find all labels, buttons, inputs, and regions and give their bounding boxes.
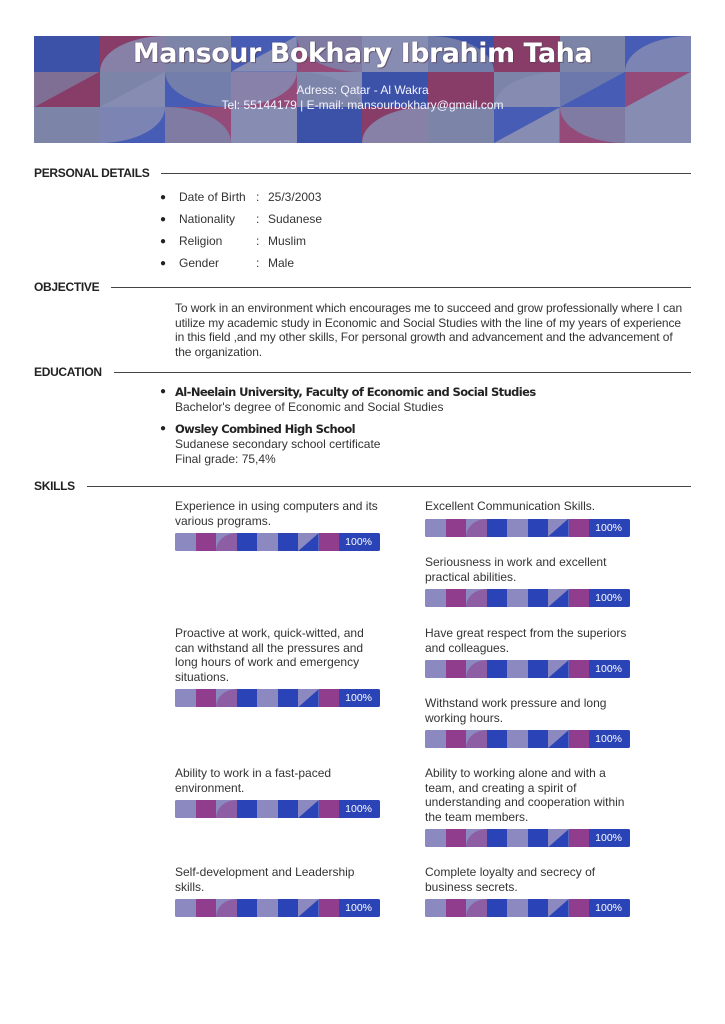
skill-bar-shape [466, 829, 487, 847]
skill-bar-segment [278, 689, 299, 707]
section-skills [34, 479, 691, 493]
skill-bar-segment [528, 829, 549, 847]
bullet-icon: ● [160, 191, 167, 203]
skill-bar-shape [278, 800, 299, 818]
personal-details-list [160, 186, 322, 274]
skill-level-bar [425, 899, 630, 917]
skill-bar-segment [528, 589, 549, 607]
skill-bar-shape [528, 730, 549, 748]
skill-text: Complete loyalty and secrecy of business secrets. [425, 865, 596, 894]
contact-line: Tel: 55144179 | E-mail: mansourbokhary@gmail.com [221, 98, 504, 112]
skill-bar-shape [278, 899, 299, 917]
bullet-icon: ● [160, 423, 167, 434]
bullet-icon: ● [160, 257, 167, 269]
skill-level-bar [425, 589, 630, 607]
skill-bar-shape [298, 899, 319, 917]
skill-item [175, 766, 380, 818]
skill-bar-shape [278, 533, 299, 551]
skill-text: Self-development and Leadership skills. [175, 865, 355, 894]
skill-bar-segment [446, 519, 467, 537]
skill-bar-segment [298, 689, 319, 707]
skill-item [425, 555, 630, 607]
section-divider [87, 486, 691, 487]
skill-level-label: 100% [345, 902, 372, 915]
skill-text: Excellent Communication Skills. [425, 499, 596, 513]
candidate-name: Mansour Bokhary Ibrahim Taha [132, 38, 593, 69]
skill-level-label: 100% [595, 832, 622, 845]
detail-item [160, 186, 322, 208]
skill-bar-segment [507, 519, 528, 537]
skill-item [425, 865, 630, 917]
skill-bar-segment [425, 730, 446, 748]
skill-bar-shape [216, 800, 237, 818]
section-divider [114, 372, 691, 373]
skill-bar-shape [216, 533, 237, 551]
section-objective [34, 280, 691, 294]
skill-bar-segment [425, 589, 446, 607]
skill-bar-segment [569, 660, 590, 678]
skill-bar-shape [548, 660, 569, 678]
objective-text: To work in an environment which encourages me to succeed and grow professionally where I can utilize my academic study in Economic and Social Studies with the line of my years of experience in this field ,and my other skills, For personal growth and advancement and the advancement of the organization. [175, 301, 683, 359]
skill-level-label: 100% [345, 536, 372, 549]
skill-bar-segment [257, 899, 278, 917]
skill-level-label: 100% [595, 592, 622, 605]
skill-bar-segment [487, 589, 508, 607]
skill-level-label: 100% [595, 663, 622, 676]
skill-bar-segment [548, 730, 569, 748]
skill-level-label: 100% [345, 692, 372, 705]
skill-bar-segment [487, 829, 508, 847]
skill-bar-segment [487, 899, 508, 917]
skill-bar-segment [569, 829, 590, 847]
skill-bar-segment [196, 689, 217, 707]
bullet-icon: ● [160, 386, 167, 397]
skill-level-bar [425, 730, 630, 748]
detail-colon: : [256, 212, 260, 226]
skill-bar-shape [298, 533, 319, 551]
skill-bar-shape [298, 689, 319, 707]
skill-level-label: 100% [595, 733, 622, 746]
education-list [160, 385, 660, 474]
skill-bar-segment [569, 519, 590, 537]
skill-bar-segment [548, 899, 569, 917]
skill-bar-segment [507, 589, 528, 607]
detail-value: Male [268, 256, 295, 270]
section-personal-details [34, 166, 691, 180]
skill-bar-segment [487, 730, 508, 748]
skill-bar-shape [548, 899, 569, 917]
skill-text: Have great respect from the superiors and colleagues. [425, 626, 627, 655]
skill-bar-shape [548, 730, 569, 748]
skill-bar-segment [278, 899, 299, 917]
skill-bar-segment [507, 829, 528, 847]
skill-item [175, 865, 380, 917]
skill-bar-segment [548, 589, 569, 607]
skill-bar-segment [175, 800, 196, 818]
section-divider [161, 173, 691, 174]
skill-bar-shape [528, 519, 549, 537]
skill-bar-segment [528, 660, 549, 678]
skill-bar-segment [569, 899, 590, 917]
skill-level-label: 100% [595, 902, 622, 915]
skill-bar-segment [507, 899, 528, 917]
skill-level-bar [175, 899, 380, 917]
skill-bar-segment [196, 533, 217, 551]
skill-bar-shape [466, 589, 487, 607]
grade-line: Final grade: 75,4% [175, 452, 276, 466]
skill-text: Experience in using computers and its various programs. [175, 499, 378, 528]
skill-bar-segment [446, 829, 467, 847]
detail-item [160, 252, 322, 274]
skill-bar-segment [507, 660, 528, 678]
skill-bar-shape [548, 519, 569, 537]
section-education [34, 365, 691, 379]
detail-label: Religion [179, 234, 223, 248]
skill-bar-segment [548, 519, 569, 537]
skill-level-bar [175, 800, 380, 818]
skill-bar-shape [466, 730, 487, 748]
skill-bar-segment [237, 899, 258, 917]
skill-bar-segment [446, 660, 467, 678]
skill-bar-shape [216, 899, 237, 917]
detail-colon: : [256, 190, 260, 204]
education-item [160, 385, 660, 415]
skill-bar-segment [466, 829, 487, 847]
skill-bar-segment [425, 660, 446, 678]
section-title: EDUCATION [34, 365, 102, 379]
section-title: PERSONAL DETAILS [34, 166, 150, 180]
skill-item [175, 626, 380, 707]
skill-bar-segment [298, 899, 319, 917]
bullet-icon: ● [160, 235, 167, 247]
skill-bar-segment [319, 800, 340, 818]
skill-bar-shape [466, 660, 487, 678]
skill-bar-segment [257, 533, 278, 551]
skill-bar-shape [298, 800, 319, 818]
skill-bar-segment [257, 800, 278, 818]
skill-bar-segment [466, 730, 487, 748]
header-banner [34, 36, 691, 143]
skill-bar-shape [528, 660, 549, 678]
skill-bar-segment [175, 533, 196, 551]
skill-bar-segment [298, 533, 319, 551]
detail-label: Date of Birth [179, 190, 246, 204]
skill-bar-segment [237, 689, 258, 707]
skill-bar-segment [466, 899, 487, 917]
skill-level-bar [175, 689, 380, 707]
detail-label: Nationality [179, 212, 236, 226]
skill-bar-segment [487, 660, 508, 678]
skill-text: Ability to work in a fast-paced environment. [175, 766, 332, 795]
school-name: Owsley Combined High School [175, 422, 356, 436]
detail-colon: : [256, 234, 260, 248]
skill-level-bar [175, 533, 380, 551]
skill-item [175, 499, 380, 551]
skill-bar-segment [237, 800, 258, 818]
skill-item [425, 626, 630, 678]
skill-item [425, 696, 630, 748]
skill-bar-segment [216, 689, 237, 707]
skill-bar-segment [446, 899, 467, 917]
skill-item [425, 499, 630, 537]
skill-bar-shape [528, 899, 549, 917]
education-item [160, 422, 660, 467]
skill-bar-segment [446, 589, 467, 607]
skill-bar-segment [466, 660, 487, 678]
skill-text: Withstand work pressure and long working hours. [425, 696, 607, 725]
skill-bar-segment [237, 533, 258, 551]
skill-bar-shape [216, 689, 237, 707]
skill-text: Proactive at work, quick-witted, and can withstand all the pressures and long hours of work and emergency situations. [175, 626, 364, 684]
skill-bar-shape [528, 829, 549, 847]
detail-item [160, 230, 322, 252]
detail-value: 25/3/2003 [268, 190, 322, 204]
skill-bar-shape [548, 829, 569, 847]
detail-label: Gender [179, 256, 220, 270]
skill-bar-segment [319, 899, 340, 917]
skill-bar-segment [528, 899, 549, 917]
skill-bar-shape [528, 589, 549, 607]
bullet-icon: ● [160, 213, 167, 225]
skill-bar-segment [569, 730, 590, 748]
address-line: Adress: Qatar - Al Wakra [296, 83, 429, 97]
detail-item [160, 208, 322, 230]
detail-value: Muslim [268, 234, 306, 248]
skill-bar-segment [425, 899, 446, 917]
certificate-line: Sudanese secondary school certificate [175, 437, 381, 451]
skill-bar-segment [319, 533, 340, 551]
skill-bar-segment [196, 800, 217, 818]
skill-bar-segment [425, 519, 446, 537]
skill-bar-segment [216, 800, 237, 818]
skill-level-bar [425, 660, 630, 678]
skill-bar-segment [548, 660, 569, 678]
skill-bar-segment [175, 899, 196, 917]
detail-colon: : [256, 256, 260, 270]
skill-bar-segment [278, 800, 299, 818]
skill-text: Seriousness in work and excellent practical abilities. [425, 555, 607, 584]
skill-bar-segment [528, 730, 549, 748]
skill-bar-segment [446, 730, 467, 748]
section-divider [111, 287, 691, 288]
skill-bar-shape [548, 589, 569, 607]
skill-item [425, 766, 630, 847]
skill-bar-segment [466, 519, 487, 537]
skill-bar-segment [487, 519, 508, 537]
skill-bar-segment [507, 730, 528, 748]
skill-bar-shape [466, 519, 487, 537]
skill-bar-segment [216, 899, 237, 917]
skill-bar-shape [466, 899, 487, 917]
skill-bar-segment [257, 689, 278, 707]
skill-text: Ability to working alone and with a team, and creating a spirit of understanding and cooperation within the team members. [425, 766, 625, 824]
skill-bar-segment [425, 829, 446, 847]
skill-bar-shape [278, 689, 299, 707]
skill-level-bar [425, 519, 630, 537]
skill-level-bar [425, 829, 630, 847]
skill-bar-segment [175, 689, 196, 707]
skill-bar-segment [466, 589, 487, 607]
detail-value: Sudanese [268, 212, 323, 226]
skill-bar-segment [548, 829, 569, 847]
skill-bar-segment [196, 899, 217, 917]
school-name: Al-Neelain University, Faculty of Economic and Social Studies [175, 385, 536, 399]
skill-bar-segment [319, 689, 340, 707]
skill-bar-segment [278, 533, 299, 551]
degree-line: Bachelor's degree of Economic and Social Studies [175, 400, 444, 414]
skill-bar-segment [569, 589, 590, 607]
section-title: OBJECTIVE [34, 280, 100, 294]
skill-bar-segment [298, 800, 319, 818]
section-title: SKILLS [34, 479, 75, 493]
skill-level-label: 100% [345, 803, 372, 816]
skill-bar-segment [528, 519, 549, 537]
skill-bar-segment [216, 533, 237, 551]
skill-level-label: 100% [595, 521, 622, 534]
